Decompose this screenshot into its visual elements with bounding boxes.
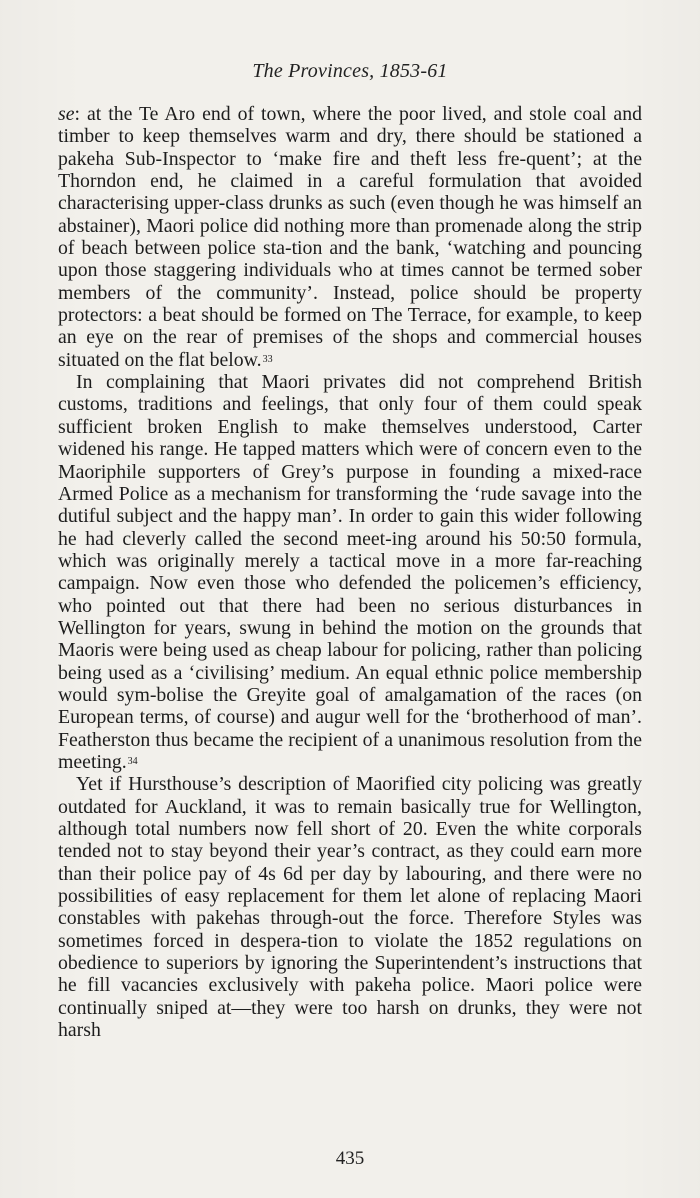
paragraph-2-text: In complaining that Maori privates did not comprehend British customs, traditions and feelings, that only four of them could speak sufficient broken English to make themselves understood, Carter widened his range. He tapped matters which were of concern even to the Maoriphile supporters of Grey’s purpose in founding a mixed-race Armed Police as a mechanism for transforming the ‘rude savage into the dutiful subject and the happy man’. In order to gain this wider following he had cleverly called the second meet-ing around his 50:50 formula, which was originally merely a tactical move in a more far-reaching campaign. Now even those who defended the policemen’s efficiency, who pointed out that there had been no serious disturbances in Wellington for years, swung in behind the motion on the grounds that Maoris were being used as cheap labour for policing, rather than policing being used as a ‘civilising’ medium. An equal ethnic police membership would sym-bolise the Greyite goal of amalgamation of the races (on European terms, of course) and augur well for the ‘brotherhood of man’. Featherston thus became the recipient of a unanimous resolution from the meeting.	[58, 371, 642, 773]
paragraph-1-text: : at the Te Aro end of town, where the poor lived, and stole coal and timber to keep themselves warm and dry, there should be stationed a pakeha Sub-Inspector to ‘make fire and theft less fre-quent’; at the Thorndon end, he claimed in a careful formulation that avoided characterising upper-class drunks as such (even though he was himself an abstainer), Maori police did nothing more than promenade along the strip of beach between police sta-tion and the bank, ‘watching and pouncing upon those staggering individuals who at times cannot be termed sober members of the community’. Instead, police should be property protectors: a beat should be formed on The Terrace, for example, to keep an eye on the rear of premises of the shops and commercial houses situated on the flat below.	[58, 103, 642, 371]
body-text	[58, 103, 642, 1041]
paragraph-3	[58, 773, 642, 1041]
paragraph-2	[58, 371, 642, 773]
footnote-34: 34	[127, 756, 138, 768]
paragraph-1-lead-in: se	[58, 103, 75, 125]
page-number: 435	[335, 1148, 365, 1169]
paragraph-3-text: Yet if Hursthouse’s description of Maorified city policing was greatly outdated for Auckland, it was to remain basically true for Wellington, although total numbers now fell short of 20. Even the white corporals tended not to stay beyond their year’s contract, as they could earn more than their police pay of 4s 6d per day by labouring, and there were no possibilities of easy replacement for them let alone of replacing Maori constables with pakehas through-out the force. Therefore Styles was sometimes forced in despera-tion to violate the 1852 regulations on obedience to superiors by ignoring the Superintendent’s instructions that he fill vacancies exclusively with pakeha police. Maori police were continually sniped at—they were too harsh on drunks, they were not harsh	[58, 773, 642, 1042]
running-head: The Provinces, 1853-61	[252, 60, 448, 82]
paragraph-1	[58, 103, 642, 371]
footnote-33: 33	[262, 354, 273, 366]
